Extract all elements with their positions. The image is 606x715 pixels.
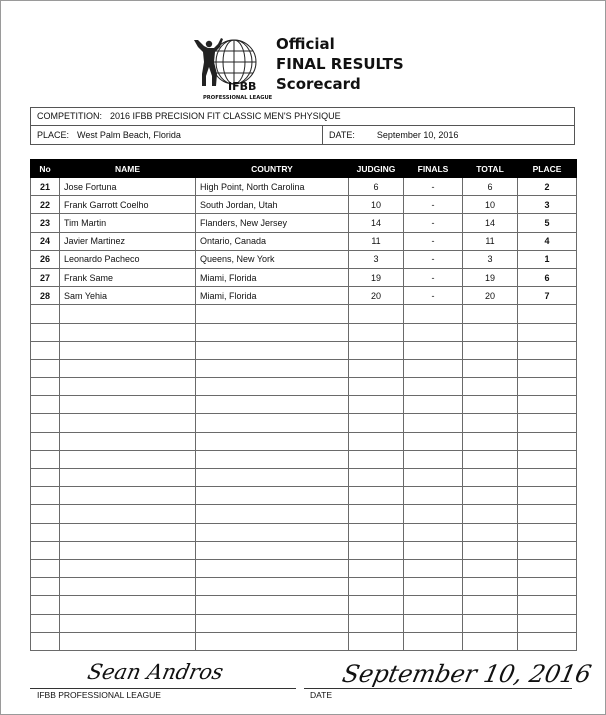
empty-cell [196,469,349,487]
empty-cell [404,305,463,323]
date-cell [323,126,458,145]
empty-cell [349,469,404,487]
cell-no: 21 [31,178,60,196]
cell-no: 28 [31,287,60,305]
empty-cell [518,432,577,450]
empty-table-row [31,505,577,523]
header-place: PLACE [518,160,577,178]
empty-cell [349,396,404,414]
empty-cell [518,559,577,577]
table-row [31,250,577,268]
empty-cell [31,559,60,577]
empty-cell [404,432,463,450]
empty-cell [196,596,349,614]
cell-place: 2 [518,178,577,196]
empty-cell [31,614,60,632]
empty-cell [518,578,577,596]
empty-cell [196,341,349,359]
empty-cell [60,541,196,559]
empty-cell [196,505,349,523]
empty-table-row [31,341,577,359]
empty-cell [404,487,463,505]
cell-finals: - [404,178,463,196]
empty-cell [463,541,518,559]
empty-table-row [31,469,577,487]
empty-cell [349,578,404,596]
date-line [304,688,572,689]
cell-place: 3 [518,196,577,214]
empty-cell [404,469,463,487]
empty-cell [31,305,60,323]
empty-cell [404,541,463,559]
cell-no: 22 [31,196,60,214]
empty-cell [463,632,518,650]
table-row [31,196,577,214]
empty-cell [463,341,518,359]
cell-country: Miami, Florida [196,287,349,305]
judge-signature [85,653,248,689]
table-row [31,232,577,250]
date-label: DATE: [329,130,355,140]
signature-line [30,688,296,689]
title-official: Official [276,35,335,53]
place-value: West Palm Beach, Florida [77,130,181,140]
empty-cell [31,378,60,396]
empty-cell [463,378,518,396]
empty-cell [404,614,463,632]
empty-table-row [31,432,577,450]
empty-cell [349,450,404,468]
cell-country: Queens, New York [196,250,349,268]
empty-cell [31,578,60,596]
handwritten-date [339,650,594,690]
empty-cell [349,596,404,614]
empty-cell [518,596,577,614]
cell-place: 7 [518,287,577,305]
empty-table-row [31,578,577,596]
empty-cell [463,396,518,414]
empty-table-row [31,305,577,323]
cell-total: 19 [463,268,518,286]
empty-cell [60,396,196,414]
empty-cell [463,432,518,450]
empty-cell [60,469,196,487]
empty-cell [60,596,196,614]
empty-cell [196,396,349,414]
cell-place: 5 [518,214,577,232]
empty-cell [196,305,349,323]
empty-table-row [31,632,577,650]
empty-cell [404,359,463,377]
cell-place: 4 [518,232,577,250]
empty-cell [463,414,518,432]
empty-cell [60,559,196,577]
empty-cell [60,359,196,377]
empty-cell [463,487,518,505]
cell-total: 14 [463,214,518,232]
empty-cell [463,578,518,596]
cell-country: Ontario, Canada [196,232,349,250]
empty-cell [31,432,60,450]
empty-cell [349,523,404,541]
place-cell [31,126,323,145]
empty-cell [463,523,518,541]
empty-cell [404,414,463,432]
empty-cell [31,414,60,432]
empty-cell [31,505,60,523]
empty-table-row [31,596,577,614]
empty-cell [404,450,463,468]
empty-cell [463,559,518,577]
empty-cell [196,632,349,650]
cell-name: Frank Garrott Coelho [60,196,196,214]
header-name: NAME [60,160,196,178]
empty-cell [463,450,518,468]
cell-name: Jose Fortuna [60,178,196,196]
empty-cell [31,450,60,468]
svg-text:September 10, 2016: September 10, 2016 [339,659,594,688]
empty-cell [349,487,404,505]
empty-cell [404,378,463,396]
empty-cell [349,323,404,341]
empty-cell [31,469,60,487]
empty-cell [349,305,404,323]
results-body [31,178,577,651]
empty-cell [518,523,577,541]
place-date-row [31,126,574,145]
empty-cell [60,632,196,650]
empty-cell [518,541,577,559]
empty-cell [349,614,404,632]
cell-no: 23 [31,214,60,232]
competition-info-box [30,107,575,145]
competition-value: 2016 IFBB PRECISION FIT CLASSIC MEN'S PHYSIQUE [110,111,341,121]
empty-table-row [31,523,577,541]
empty-cell [463,505,518,523]
cell-total: 6 [463,178,518,196]
empty-table-row [31,614,577,632]
cell-total: 11 [463,232,518,250]
table-header-row [31,160,577,178]
empty-cell [60,432,196,450]
empty-cell [60,378,196,396]
empty-table-row [31,450,577,468]
svg-text:IFBB: IFBB [228,80,257,93]
empty-cell [60,450,196,468]
title-final-results: FINAL RESULTS [276,55,404,73]
empty-cell [518,632,577,650]
empty-table-row [31,414,577,432]
cell-judging: 19 [349,268,404,286]
empty-cell [349,505,404,523]
empty-table-row [31,559,577,577]
cell-total: 3 [463,250,518,268]
empty-cell [31,396,60,414]
empty-cell [196,359,349,377]
empty-cell [463,614,518,632]
empty-cell [404,578,463,596]
empty-cell [518,487,577,505]
empty-cell [518,359,577,377]
empty-cell [349,378,404,396]
empty-cell [196,559,349,577]
cell-country: High Point, North Carolina [196,178,349,196]
table-row [31,268,577,286]
cell-no: 27 [31,268,60,286]
empty-cell [196,414,349,432]
empty-table-row [31,323,577,341]
header-judging: JUDGING [349,160,404,178]
scorecard-title [276,34,404,94]
league-label: IFBB PROFESSIONAL LEAGUE [37,690,161,700]
empty-table-row [31,396,577,414]
empty-cell [31,359,60,377]
empty-cell [60,323,196,341]
empty-cell [518,323,577,341]
header-total: TOTAL [463,160,518,178]
empty-cell [349,632,404,650]
empty-cell [196,578,349,596]
empty-cell [31,541,60,559]
empty-cell [31,596,60,614]
empty-cell [31,323,60,341]
header-no: No [31,160,60,178]
empty-cell [196,614,349,632]
empty-cell [404,523,463,541]
place-label: PLACE: [37,130,70,140]
table-row [31,214,577,232]
empty-cell [463,596,518,614]
empty-cell [60,505,196,523]
competition-label: COMPETITION: [37,111,102,121]
empty-cell [196,541,349,559]
results-table [30,159,577,651]
cell-judging: 10 [349,196,404,214]
empty-table-row [31,541,577,559]
date-line-label: DATE [310,690,333,700]
empty-cell [404,341,463,359]
empty-cell [518,305,577,323]
title-scorecard: Scorecard [276,75,361,93]
cell-no: 24 [31,232,60,250]
cell-name: Frank Same [60,268,196,286]
header-country: COUNTRY [196,160,349,178]
empty-cell [349,359,404,377]
cell-country: Flanders, New Jersey [196,214,349,232]
header-finals: FINALS [404,160,463,178]
cell-name: Sam Yehia [60,287,196,305]
cell-finals: - [404,268,463,286]
empty-cell [349,414,404,432]
empty-cell [349,559,404,577]
cell-finals: - [404,214,463,232]
empty-cell [518,396,577,414]
empty-cell [404,596,463,614]
cell-judging: 14 [349,214,404,232]
cell-total: 10 [463,196,518,214]
cell-finals: - [404,287,463,305]
empty-cell [518,505,577,523]
cell-finals: - [404,232,463,250]
svg-text:Sean Andros: Sean Andros [85,660,226,685]
empty-cell [196,378,349,396]
cell-finals: - [404,196,463,214]
empty-cell [463,469,518,487]
empty-cell [31,341,60,359]
empty-cell [31,632,60,650]
svg-text:PROFESSIONAL LEAGUE: PROFESSIONAL LEAGUE [203,95,273,101]
table-row [31,178,577,196]
cell-judging: 6 [349,178,404,196]
empty-cell [404,323,463,341]
cell-finals: - [404,250,463,268]
empty-cell [404,559,463,577]
empty-cell [60,414,196,432]
empty-cell [196,450,349,468]
empty-cell [196,432,349,450]
empty-cell [518,378,577,396]
empty-cell [404,505,463,523]
cell-no: 26 [31,250,60,268]
ifbb-logo [184,32,272,102]
empty-cell [60,341,196,359]
empty-cell [518,469,577,487]
empty-cell [463,305,518,323]
empty-cell [349,432,404,450]
empty-cell [196,323,349,341]
table-row [31,287,577,305]
cell-total: 20 [463,287,518,305]
empty-cell [349,541,404,559]
empty-cell [60,487,196,505]
empty-table-row [31,378,577,396]
empty-cell [463,359,518,377]
cell-judging: 11 [349,232,404,250]
competition-row [31,108,574,126]
empty-cell [60,305,196,323]
empty-cell [60,614,196,632]
empty-cell [60,523,196,541]
cell-name: Javier Martinez [60,232,196,250]
cell-name: Leonardo Pacheco [60,250,196,268]
date-value: September 10, 2016 [376,130,459,140]
empty-cell [463,323,518,341]
empty-cell [518,614,577,632]
empty-cell [31,487,60,505]
empty-cell [404,632,463,650]
cell-country: South Jordan, Utah [196,196,349,214]
cell-name: Tim Martin [60,214,196,232]
cell-place: 6 [518,268,577,286]
cell-judging: 3 [349,250,404,268]
empty-cell [31,523,60,541]
empty-table-row [31,487,577,505]
empty-cell [196,487,349,505]
cell-judging: 20 [349,287,404,305]
empty-table-row [31,359,577,377]
cell-place: 1 [518,250,577,268]
empty-cell [349,341,404,359]
empty-cell [404,396,463,414]
empty-cell [196,523,349,541]
empty-cell [518,450,577,468]
empty-cell [60,578,196,596]
empty-cell [518,341,577,359]
cell-country: Miami, Florida [196,268,349,286]
empty-cell [518,414,577,432]
